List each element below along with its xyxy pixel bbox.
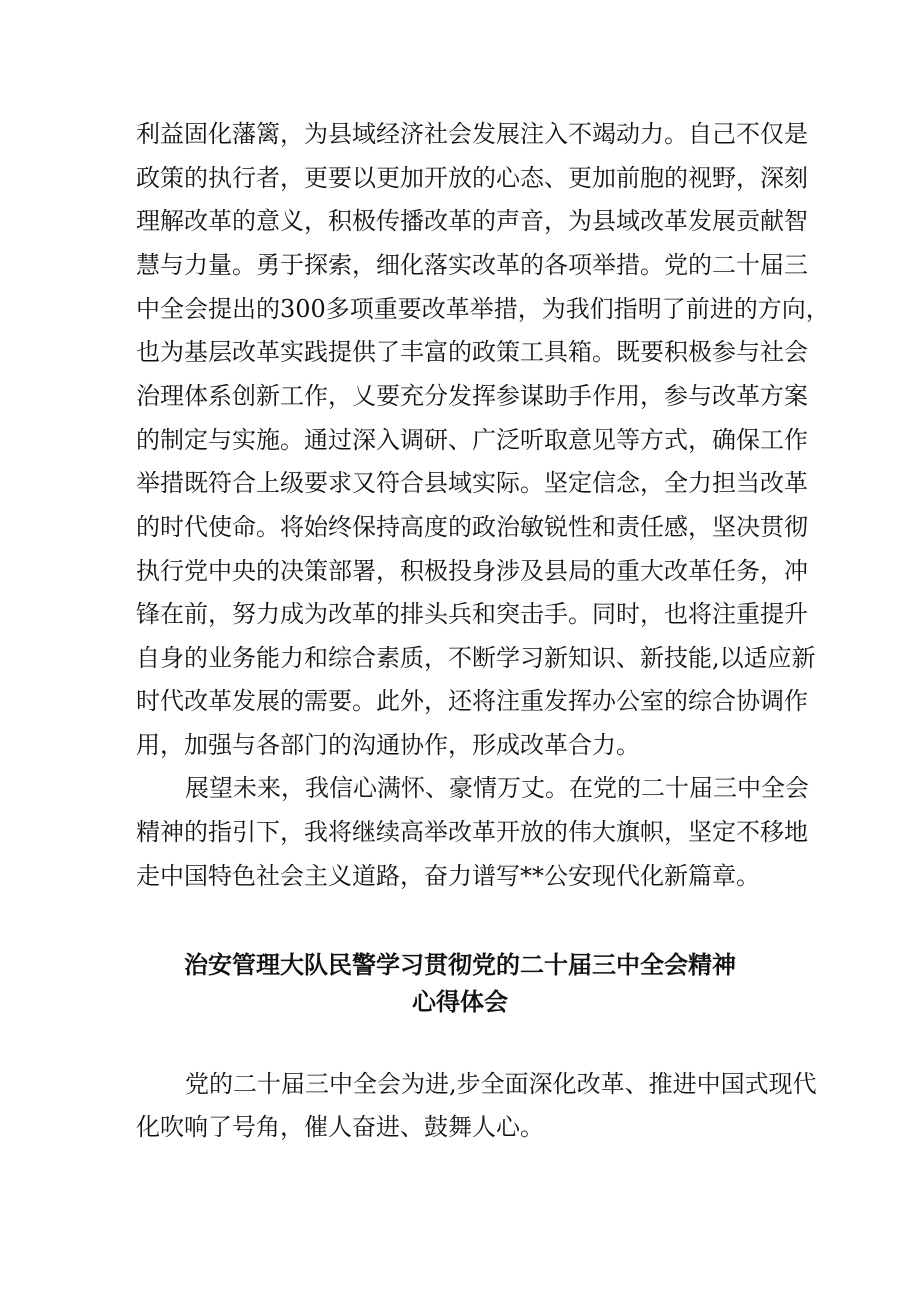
text-line: 治理体系创新工作，乂要充分发挥参谋助手作用，参与改革方案 (136, 382, 808, 410)
text-line: 党的二十届三中全会为进,步全面深化改革、推进中国式现代 (185, 1070, 817, 1098)
text-line: 的时代使命。将始终保持高度的政治敏锐性和责任感，坚决贯彻 (136, 513, 808, 541)
heading-line: 心得体会 (412, 988, 508, 1016)
text-line: 精神的指引下，我将继续高举改革开放的伟大旗帜，坚定不移地 (136, 818, 808, 846)
text-line: 走中国特色社会主义道路，奋力谱写**公安现代化新篇章。 (136, 862, 760, 890)
text-line: 时代改革发展的需要。此外，还将注重发挥办公室的综合协调作 (136, 687, 808, 715)
text-line: 用，加强与各部门的沟通协作，形成改革合力。 (136, 731, 640, 759)
text-line: 利益固化藩篱，为县域经济社会发展注入不竭动力。自己不仅是 (136, 120, 808, 148)
text-line: 也为基层改革实践提供了丰富的政策工具箱。既要积极参与社会 (136, 338, 808, 366)
text-line: 执行党中央的决策部署，积极投身涉及县局的重大改革任务，冲 (136, 557, 808, 585)
text-line: 锋在前，努力成为改革的排头兵和突击手。同时，也将注重提升 (136, 600, 808, 628)
text-line: 举措既符合上级要求又符合县域实际。坚定信念，全力担当改革 (136, 469, 808, 497)
text-line: 中全会提出的300多项重要改革举措，为我们指明了前进的方向， (136, 295, 830, 323)
text-line: 化吹响了号角，催人奋进、鼓舞人心。 (136, 1113, 544, 1141)
text-line: 理解改革的意义，积极传播改革的声音，为县域改革发展贡献智 (136, 207, 808, 235)
text-line: 展望未来，我信心满怀、豪情万丈。在党的二十届三中全会 (185, 774, 809, 802)
text-line: 慧与力量。勇于探索，细化落实改革的各项举措。党的二十届三 (136, 251, 808, 279)
text-line: 政策的执行者，更要以更加开放的心态、更加前胞的视野，深刻 (136, 164, 808, 192)
heading-line: 治安管理大队民警学习贯彻党的二十届三中全会精神 (184, 951, 736, 979)
text-line: 的制定与实施。通过深入调研、广泛听取意见等方式，确保工作 (136, 426, 808, 454)
text-line: 自身的业务能力和综合素质，不断学习新知识、新技能,以适应新 (136, 644, 816, 672)
